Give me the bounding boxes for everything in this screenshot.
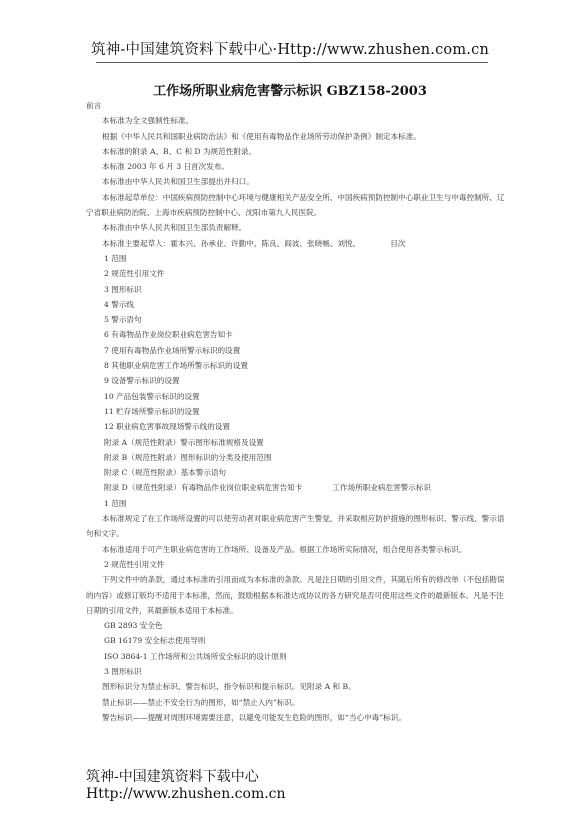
toc-item: 7 使用有毒物品作业场所警示标识的设置 bbox=[104, 345, 241, 355]
toc-item: 5 警示语句 bbox=[104, 315, 142, 325]
paragraph: 图形标识分为禁止标识、警告标识、指令标识和提示标识。见附录 A 和 B。 bbox=[102, 682, 356, 692]
section-heading: 2 规范性引用文件 bbox=[104, 559, 165, 569]
drafters-text: 本标准主要起草人：霍本兴、孙承业、许勤中、陈良、阎波、张晓畅、刘悦。 bbox=[102, 238, 361, 248]
toc-item: 12 职业病危害事故现场警示线的设置 bbox=[104, 422, 230, 432]
toc-item: 2 规范性引用文件 bbox=[104, 269, 165, 279]
appendix-d-text: 附录 D（规范性附录）有毒物品作业岗位职业病危害告知卡 bbox=[104, 483, 303, 493]
document-body bbox=[86, 98, 506, 725]
toc-item: 4 警示线 bbox=[104, 299, 135, 309]
footer-url[interactable]: Http://www.zhushen.com.cn bbox=[86, 786, 286, 802]
toc-appendix: 附录 C（规范性附录）基本警示语句 bbox=[104, 468, 227, 478]
paragraph: 本标准起草单位：中国疾病预防控制中心环境与健康相关产品安全所、中国疾病预防控制中心职业卫生与中毒控制所、辽宁省职业病防治院、上海市疾病预防控制中心、沈阳市第九人民医院。 bbox=[86, 192, 505, 218]
paragraph: 下列文件中的条款，通过本标准的引用而成为本标准的条款。凡是注日期的引用文件，其随后所有的修改单（不包括勘误的内容）或修订版均不适用于本标准，然而，鼓励根据本标准达成协议的各方研究是否可使用这些文件的最新版本。凡是不注日期的引用文件，其最新版本适用于本标准。 bbox=[86, 575, 505, 615]
toc-heading: 目次 bbox=[390, 238, 406, 248]
footer-site-name: 筑神-中国建筑资料下载中心 bbox=[86, 769, 259, 785]
preface-heading: 前言 bbox=[86, 101, 102, 110]
section-heading: 1 范围 bbox=[104, 498, 127, 508]
section-heading: 3 图形标识 bbox=[104, 666, 142, 676]
paragraph: 本标准由中华人民共和国卫生部提出并归口。 bbox=[102, 177, 254, 187]
toc-appendix: 附录 B（规范性附录）图形标识的分类及使用范围 bbox=[104, 452, 272, 462]
toc-appendix: 附录 A（规范性附录）警示图形标准规格及设置 bbox=[104, 437, 264, 447]
paragraph: 本标准适用于可产生职业病危害的工作场所、设备及产品。根据工作场所实际情况，组合使用各类警示标识。 bbox=[102, 544, 467, 554]
toc-item: 8 其他职业病危害工作场所警示标识的设置 bbox=[104, 361, 248, 371]
toc-item: 1 范围 bbox=[104, 253, 127, 263]
paragraph: 警告标识——提醒对周围环境需要注意，以避免可能发生危险的图形，如“当心中毒”标识。 bbox=[102, 712, 406, 722]
paragraph: 本标准 2003 年 6 月 3 日首次发布。 bbox=[102, 162, 230, 172]
paragraph: 禁止标识——禁止不安全行为的图形，如“禁止入内”标识。 bbox=[102, 697, 300, 707]
paragraph: 本标准为全文强制性标准。 bbox=[102, 116, 194, 126]
section-title: 工作场所职业病危害警示标识 bbox=[332, 483, 432, 493]
toc-item: 9 设备警示标识的设置 bbox=[104, 376, 180, 386]
reference-item: ISO 3864-1 工作场所和公共场所安全标识的设计原则 bbox=[104, 651, 287, 661]
toc-item: 10 产品包装警示标识的设置 bbox=[104, 391, 200, 401]
toc-appendix bbox=[86, 480, 506, 495]
header-divider bbox=[96, 62, 488, 63]
paragraph bbox=[86, 236, 506, 251]
page-header: 筑神-中国建筑资料下载中心·Http://www.zhushen.com.cn bbox=[91, 42, 489, 58]
toc-item: 6 有毒物品作业岗位职业病危害告知卡 bbox=[104, 330, 233, 340]
paragraph: 本标准由中华人民共和国卫生部负责解释。 bbox=[102, 223, 247, 233]
toc-item: 3 图形标识 bbox=[104, 284, 142, 294]
paragraph: 根据《中华人民共和国职业病防治法》和《使用有毒物品作业场所劳动保护条例》制定本标准。 bbox=[102, 131, 421, 141]
toc-item: 11 贮存场所警示标识的设置 bbox=[104, 406, 200, 416]
paragraph: 本标准的附录 A、B、C 和 D 为规范性附录。 bbox=[102, 146, 257, 156]
document-title: 工作场所职业病危害警示标识 GBZ158-2003 bbox=[153, 84, 427, 99]
reference-item: GB 16179 安全标志使用导则 bbox=[104, 636, 206, 646]
paragraph: 本标准规定了在工作场所设置的可以使劳动者对职业病危害产生警觉，并采取相应防护措施的图形标识、警示线、警示语句和文字。 bbox=[86, 514, 505, 539]
reference-item: GB 2893 安全色 bbox=[104, 621, 163, 631]
